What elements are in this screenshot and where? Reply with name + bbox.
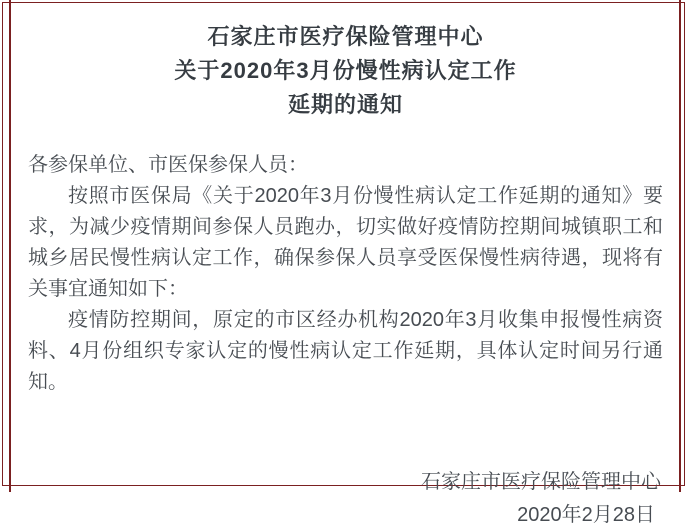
document-content	[28, 20, 663, 532]
inner-right-rule	[679, 0, 681, 492]
title-line-notice: 延期的通知	[287, 92, 403, 117]
body-paragraph-2: 疫情防控期间，原定的市区经办机构2020年3月收集申报慢性病资料、4月份组织专家认定的慢性病认定工作延期，具体认定时间另行通知。	[28, 309, 663, 393]
signature-block	[28, 466, 663, 532]
title-line-org: 石家庄市医疗保险管理中心	[207, 24, 484, 49]
inner-left-rule	[9, 0, 11, 492]
title-line-subject: 关于2020年3月份慢性病认定工作	[174, 58, 517, 83]
document-title	[28, 20, 663, 122]
signature-date: 2020年2月28日	[517, 504, 655, 526]
document-body	[28, 150, 663, 398]
body-paragraph-1: 按照市医保局《关于2020年3月份慢性病认定工作延期的通知》要求，为减少疫情期间参保人员跑办，切实做好疫情防控期间城镇职工和城乡居民慢性病认定工作，确保参保人员享受医保慢性病待遇，现将有关事宜通知如下：	[28, 185, 663, 300]
signature-organization: 石家庄市医疗保险管理中心	[421, 471, 661, 493]
salutation-line: 各参保单位、市医保参保人员：	[28, 154, 308, 176]
